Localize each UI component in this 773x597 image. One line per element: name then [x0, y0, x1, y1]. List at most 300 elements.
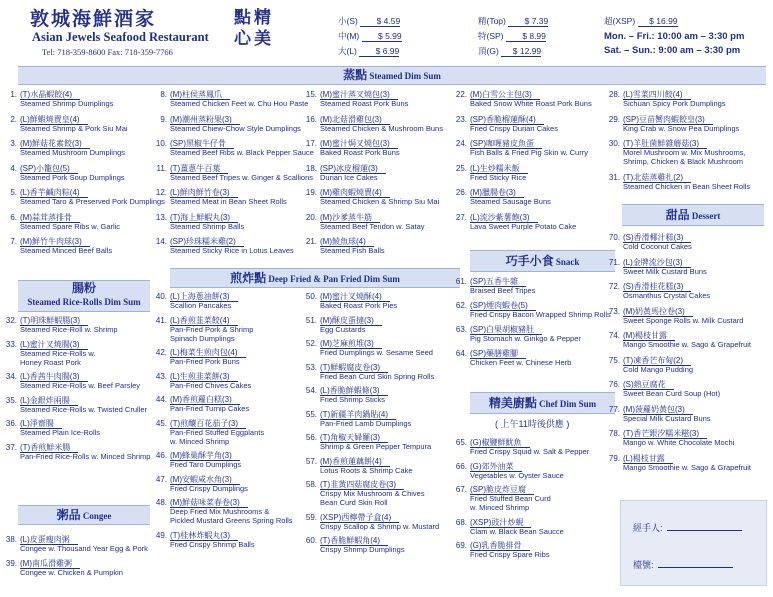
menu-item — [150, 419, 264, 446]
price-value: $ 6.99 — [359, 46, 399, 57]
item-description: Fried Crispy Bacon Wrapped Shrimp Rolls — [470, 310, 611, 319]
item-name: (T)明珠鮮蝦腸(3) — [20, 316, 88, 326]
item-number: 41. — [155, 315, 167, 325]
item-number: 36. — [5, 419, 17, 428]
menu-item — [450, 518, 564, 536]
menu-item — [0, 164, 125, 182]
item-number: 60. — [305, 536, 317, 545]
item-name: (M)雞肉蝦燒賣(4) — [320, 188, 390, 198]
section-title-cn: 蒸點 — [343, 68, 368, 82]
menu-item — [300, 457, 413, 475]
item-description: Scallion Pancakes — [170, 301, 232, 310]
item-number: 55. — [305, 409, 317, 419]
item-name: (T)薑蔥牛百葉 — [170, 164, 228, 174]
item-number: 38. — [5, 535, 17, 544]
item-description: Egg Custards — [320, 324, 366, 334]
item-number: 18. — [305, 163, 317, 173]
price-large — [338, 45, 399, 57]
table-number-label: 檯號: — [633, 560, 654, 570]
menu-item — [0, 139, 125, 157]
item-name: (T)香煎鮮米腸 — [20, 443, 78, 453]
menu-item — [150, 348, 246, 366]
item-description: Steamed Rice-Rolls w. Twisted Cruller — [20, 404, 147, 414]
item-name: (L)流沙紫薯飽(3) — [470, 213, 538, 223]
item-name: (L)上海蔥油餅(3) — [170, 292, 238, 302]
item-description: Steamed Fish Balls — [320, 246, 385, 255]
item-number: 65. — [455, 438, 467, 447]
item-description-line-2: Pickled Mustard Greens Spring Rolls — [170, 516, 293, 525]
menu-item — [300, 363, 434, 381]
item-description: Sweet Sponge Rolls w. Milk Custard — [623, 315, 744, 325]
item-description: Durian Ice Cakes — [320, 172, 378, 182]
item-name: (T)韭黃四菇腐皮卷(3) — [320, 480, 404, 490]
item-description: Steamed Rice-Rolls w. Beef Parsley — [20, 381, 141, 390]
price-top — [478, 15, 548, 27]
item-name: (SP)黑椒牛仔骨 — [170, 139, 234, 149]
section-banner-dessert — [622, 204, 764, 226]
price-value: $ 5.99 — [362, 31, 402, 42]
item-name: (SP)冰皮榴蓮(3) — [320, 164, 386, 174]
item-description: Pan-Fried Stuffed Eggplants — [170, 427, 265, 437]
menu-item — [450, 139, 588, 157]
menu-item — [300, 292, 397, 310]
menu-item — [0, 340, 95, 367]
menu-item — [0, 559, 123, 577]
menu-item — [450, 213, 576, 231]
item-description: Steamed Beef Tripes w. Ginger & Scallions — [170, 172, 313, 182]
menu-item — [0, 443, 150, 461]
item-name: (L)雪菜四川餃(4) — [623, 90, 691, 100]
item-description: Pan-Fried Lamb Dumplings — [320, 418, 412, 428]
price-value: $ 12.99 — [501, 46, 541, 57]
item-number: 11. — [156, 163, 167, 173]
price-value: $ 8.99 — [506, 31, 546, 42]
item-description: Steamed Beef Tendon w. Satay — [320, 221, 425, 231]
menu-item — [603, 380, 720, 398]
menu-item — [450, 115, 558, 133]
item-description: Fried Stuffed Bean Curd — [470, 494, 551, 503]
menu-item — [150, 475, 248, 493]
item-description: Cold Mango Pudding — [623, 364, 694, 374]
server-field[interactable] — [633, 521, 742, 534]
menu-item — [603, 258, 707, 276]
price-label: 特(SP) — [478, 31, 504, 41]
item-description: Baked Roast Pork Pies — [320, 301, 398, 310]
item-description: Steamed Chicken Feet w. Chu Hou Paste — [170, 99, 309, 108]
item-number: 69. — [455, 541, 467, 550]
menu-item — [150, 531, 255, 549]
item-description-line-2: Honey Roast Pork — [20, 357, 81, 367]
item-number: 32. — [5, 316, 17, 325]
section-banner-chef — [470, 392, 615, 414]
item-name: (M)蜜汁焗叉燒包(3) — [320, 139, 398, 149]
item-number: 21. — [305, 237, 317, 246]
item-name: (T)羊肚菌鮮雜蘑菇(3) — [623, 139, 707, 149]
item-description: Fried Dumplings w. Sesame Seed — [320, 348, 433, 357]
price-label: 大(L) — [338, 46, 357, 56]
item-number: 40. — [155, 292, 167, 301]
menu-item — [150, 90, 308, 108]
item-name: (SP)五香牛雜 — [470, 277, 526, 287]
item-name: (M)北菇滑雞包(3) — [320, 115, 390, 125]
item-description: Steamed Sausage Buns — [470, 197, 551, 206]
item-description: Osmanthus Crystal Cakes — [623, 291, 711, 300]
item-description: Vegetables w. Oyster Sauce — [470, 470, 564, 480]
item-description: Steamed Plain Ice-Rolls — [20, 428, 101, 437]
item-description: Shrimp & Green Pepper Tempura — [320, 442, 432, 451]
item-description: Lava Sweet Purple Potato Cake — [470, 221, 577, 231]
item-number: 20. — [305, 212, 317, 222]
section-banner-rice-rolls — [18, 280, 150, 312]
item-number: 9. — [160, 114, 167, 124]
item-name: (S)香滑桂花糕(3) — [623, 282, 691, 292]
item-name: (G)乳香脆排骨 — [470, 541, 530, 551]
item-number: 73. — [608, 306, 620, 316]
item-number: 79. — [608, 453, 620, 463]
section-title-en: Deep Fried & Pan Fried Dim Sum — [268, 274, 400, 284]
item-name: (T)煎釀百花茄子(3) — [170, 419, 246, 429]
menu-item — [150, 395, 249, 413]
item-name: (M)香煎蘿白糕(3) — [170, 395, 240, 405]
item-name: (M)楊枝甘露 — [623, 331, 675, 341]
item-description: Steamed Spare Ribs w. Garlic — [20, 221, 121, 231]
item-number: 43. — [155, 371, 167, 381]
menu-item — [450, 438, 589, 456]
item-number: 74. — [608, 331, 620, 340]
item-number: 37. — [5, 442, 17, 452]
section-banner-snack — [470, 250, 615, 272]
item-number: 35. — [5, 395, 17, 405]
item-number: 28. — [608, 90, 620, 99]
menu-item — [603, 307, 743, 325]
item-name: (SP)白果胡椒豬肚 — [470, 325, 542, 335]
item-description: Steamed Taro & Preserved Pork Dumplings — [20, 197, 165, 206]
item-number: 7. — [10, 237, 17, 246]
item-number: 46. — [155, 451, 167, 460]
menu-item — [150, 292, 238, 310]
item-description: Steamed Chicken & Mushroom Buns — [320, 123, 443, 133]
item-name: (M)蜜汁蒸叉燒包(3) — [320, 90, 398, 100]
item-number: 27. — [455, 212, 467, 222]
item-number: 70. — [608, 233, 620, 242]
menu-item — [450, 301, 611, 319]
item-description: Deep Fried Mix Mushrooms & — [170, 507, 270, 516]
item-description: Crispy Scallop & Shrimp w. Mustard — [320, 521, 440, 531]
item-name: (M)鮮菇花素餃(3) — [20, 139, 90, 149]
menu-item — [0, 90, 113, 108]
item-name: (M)蜂巢酥芋角(3) — [170, 451, 240, 461]
item-name: (M)蜜汁叉燒酥(4) — [320, 292, 390, 302]
menu-item — [300, 386, 388, 404]
restaurant-name-cn: 敦城海鮮酒家 — [30, 8, 157, 30]
section-title-cn: 煎炸點 — [230, 271, 267, 285]
menu-item — [150, 139, 314, 157]
menu-item — [300, 480, 425, 507]
item-number: 71. — [608, 257, 620, 267]
menu-item — [450, 462, 564, 480]
item-name: (T)桂林炸蝦丸(3) — [170, 531, 238, 541]
server-label: 經手人: — [633, 523, 663, 533]
item-description: Steamed Chicken in Bean Sheet Rolls — [623, 181, 751, 191]
item-description: Pan-Fried Chives Cakes — [170, 380, 252, 390]
menu-item — [300, 536, 405, 554]
menu-item — [300, 188, 439, 206]
menu-item — [150, 316, 253, 343]
item-description: Steamed Shrimp & Pork Siu Mai — [20, 123, 128, 133]
item-number: 5. — [10, 188, 17, 197]
item-name: (M)白雪公主包(3) — [470, 90, 540, 100]
item-number: 44. — [155, 395, 167, 404]
item-name: (L)鮮蝦燒賣皇(4) — [20, 115, 88, 125]
section-banner-steamed — [18, 66, 766, 85]
item-description: Fish Balls & Fried Pig Skin w. Curry — [470, 148, 588, 157]
item-number: 56. — [305, 433, 317, 442]
menu-item — [150, 164, 313, 182]
table-number-line[interactable] — [658, 567, 733, 568]
item-description: Steamed Sticky Rice in Lotus Leaves — [170, 246, 294, 255]
item-name: (SP)小籠包(5) — [20, 164, 78, 174]
item-description: Baked Snow White Roast Pork Buns — [470, 99, 592, 108]
menu-item — [300, 339, 433, 357]
item-number: 1. — [10, 90, 17, 99]
item-description: Congee w. Chicken & Pumpkin — [20, 568, 123, 577]
price-label: 精(Top) — [478, 16, 506, 26]
item-number: 16. — [305, 114, 317, 124]
item-description: Cold Coconut Cakes — [623, 242, 692, 251]
price-label: 頂(G) — [478, 46, 499, 56]
menu-item — [150, 188, 287, 206]
restaurant-name-en: Asian Jewels Seafood Restaurant — [32, 30, 209, 44]
item-description: Morel Mushroom w. Mix Mushrooms, — [623, 148, 746, 157]
hours-weekend: Sat. – Sun.: 9:00 am – 3:30 pm — [604, 45, 741, 56]
chef-availability-note: ( 上午11時後供應 ) — [495, 419, 570, 429]
item-description: Fried Crispy Spare Ribs — [470, 550, 550, 559]
item-number: 2. — [10, 114, 17, 124]
section-title-en: Congee — [82, 511, 112, 521]
item-description-line-2: Bean Curd Skin Roll — [320, 498, 388, 507]
item-name: (L)鮮肉鮮竹卷(3) — [170, 188, 238, 198]
item-description: Pan-Fried Pork & Shrimp — [170, 324, 254, 334]
section-banner-fried — [170, 268, 460, 288]
item-number: 68. — [455, 517, 467, 527]
item-number: 67. — [455, 485, 467, 494]
item-description: Baked Roast Pork Buns — [320, 148, 400, 157]
item-description: Fried Taro Dumplings — [170, 460, 242, 469]
menu-item — [0, 115, 128, 133]
item-name: (S)熱豆腐花 — [623, 380, 674, 390]
item-number: 53. — [305, 362, 317, 372]
menu-item — [150, 115, 301, 133]
item-number: 64. — [455, 349, 467, 358]
item-name: (G)郊外油菜 — [470, 462, 522, 472]
item-description: Crispy Mix Mushroom & Chives — [320, 489, 425, 498]
item-description: Steamed Rice-Rolls w. — [20, 348, 96, 358]
menu-item — [300, 513, 439, 531]
item-name: (M)奶黃馬拉卷(3) — [623, 307, 693, 317]
menu-item — [603, 331, 751, 349]
item-number: 57. — [305, 456, 317, 466]
item-description: Chicken Feet w. Chinese Herb — [470, 358, 572, 367]
item-name: (SP)咖喱豬皮魚蛋 — [470, 139, 542, 149]
item-name: (XSP)西檸帶子盒(4) — [320, 513, 399, 523]
logo-text — [234, 8, 274, 50]
menu-item — [603, 405, 711, 423]
item-description: Clam w. Black Bean Saucce — [470, 526, 564, 536]
item-number: 34. — [5, 372, 17, 381]
server-line[interactable] — [667, 530, 742, 531]
item-number: 78. — [608, 429, 620, 438]
item-number: 49. — [155, 530, 167, 540]
item-number: 12. — [155, 188, 167, 197]
item-number: 51. — [305, 315, 317, 325]
item-name: (M)香煎蓮藕餅(4) — [320, 457, 390, 467]
hours-weekday: Mon. – Fri.: 10:00 am – 3:30 pm — [604, 31, 745, 42]
item-name: (XSP)豉汁炒蜆 — [470, 518, 531, 528]
item-description: Fried Crispy Dumplings — [170, 483, 248, 493]
item-number: 33. — [5, 339, 17, 349]
item-name: (L)金銀炸兩腸 — [20, 396, 78, 406]
item-description: Steamed Roast Pork Buns — [320, 99, 409, 108]
item-description: Steamed Mushroom Dumplings — [20, 148, 126, 157]
menu-item — [0, 419, 100, 437]
item-name: (SP)香脆榴蓮酥(4) — [470, 115, 544, 125]
item-number: 13. — [155, 212, 167, 222]
menu-item — [450, 325, 581, 343]
price-label: 中(M) — [338, 31, 360, 41]
item-name: (L)淨齋腸 — [20, 419, 62, 429]
item-name: (S)香滑椰汁糕(3) — [623, 233, 691, 243]
item-name: (M)潮州蒸粉果(3) — [170, 115, 240, 125]
section-title-cn: 精美廚點 — [488, 396, 537, 410]
menu-item — [150, 372, 251, 390]
menu-item — [450, 164, 528, 182]
item-description: King Crab w. Snow Pea Dumplings — [623, 123, 740, 133]
item-number: 77. — [608, 404, 620, 414]
item-number: 72. — [608, 282, 620, 291]
item-name: (M)鮮竹牛肉球(3) — [20, 237, 90, 247]
section-title-en: Snack — [555, 257, 580, 267]
item-name: (SP)煙肉蝦卷(5) — [470, 301, 536, 311]
price-grand — [478, 45, 541, 57]
item-number: 48. — [155, 498, 167, 507]
menu-item — [0, 396, 147, 414]
item-number: 15. — [305, 90, 317, 99]
item-number: 30. — [608, 139, 620, 148]
price-value: $ 7.39 — [508, 16, 548, 27]
menu-item — [0, 188, 165, 206]
item-description: Pan-Fried Turnip Cakes — [170, 404, 250, 413]
price-small — [338, 15, 400, 27]
item-number: 4. — [10, 163, 17, 173]
section-title-cn: 巧手小食 — [505, 254, 554, 268]
menu-item — [0, 213, 120, 231]
item-name: (L)蜜汁叉燒腸(3) — [20, 340, 88, 350]
menu-item — [0, 535, 148, 553]
item-description-line-2: w. Minced Shrimp — [170, 436, 230, 446]
item-name: (G)椒鹽鮮魷魚 — [470, 438, 530, 448]
item-description: Steamed Beef Ribs w. Black Pepper Sauce — [170, 148, 314, 157]
menu-item — [603, 173, 750, 191]
section-title-cn: 粥品 — [56, 508, 81, 522]
item-description: Congee w. Thousand Year Egg & Pork — [20, 544, 148, 553]
item-description-line-2: Spinach Dumplings — [170, 333, 235, 343]
item-number: 23. — [455, 114, 467, 124]
menu-item — [300, 90, 408, 108]
menu-item — [300, 213, 425, 231]
item-number: 3. — [10, 139, 17, 148]
item-name: (M)蒜茸蒸排骨 — [20, 213, 80, 223]
price-special — [478, 30, 546, 42]
table-number-field[interactable] — [633, 558, 733, 571]
item-number: 39. — [5, 559, 17, 568]
menu-item — [450, 188, 551, 206]
menu-item — [603, 233, 692, 251]
logo-line-2: 心美 — [234, 29, 274, 49]
item-number: 17. — [305, 139, 317, 148]
item-description: Crispy Shrimp Dumplings — [320, 545, 405, 554]
price-value: $ 16.99 — [638, 16, 678, 27]
item-name: (L)梅菜生煎肉包(4) — [170, 348, 246, 358]
item-description: Steamed Rice-Roll w. Shrimp — [20, 325, 118, 334]
item-name: (T)新疆羊肉鍋貼(4) — [320, 410, 396, 420]
item-description: Steamed Chiew-Chow Style Dumplings — [170, 123, 301, 133]
item-name: (L)香芋鹹肉粽(4) — [20, 188, 88, 198]
item-name: (M)菠蘿奶黃包(3) — [623, 405, 693, 415]
item-number: 66. — [455, 461, 467, 471]
item-description: Steamed Minced Beef Balls — [20, 246, 113, 255]
menu-item — [603, 356, 693, 374]
item-number: 25. — [455, 163, 467, 173]
item-description: Sichuan Spicy Pork Dumplings — [623, 99, 726, 108]
menu-item — [603, 429, 734, 447]
item-number: 31. — [608, 172, 620, 182]
item-name: (L)香脆鮮蝦條(3) — [320, 386, 388, 396]
item-number: 61. — [455, 277, 467, 286]
item-number: 14. — [155, 237, 167, 246]
price-label: 超(XSP) — [604, 16, 636, 26]
item-number: 59. — [305, 512, 317, 522]
menu-item — [450, 90, 592, 108]
item-name: (T)香芒銀汐糯米糍(3) — [623, 429, 707, 439]
item-description-line-2: w. Minced Shrimp — [470, 503, 530, 512]
menu-item — [300, 237, 385, 255]
item-name: (T)凍香芒布甸(2) — [623, 356, 691, 366]
item-name: (M)柱侯蒸鳳爪 — [170, 90, 230, 100]
menu-item — [150, 451, 241, 469]
item-number: 29. — [608, 114, 620, 124]
item-description: Mango w. White Chocolate Mochi — [623, 438, 735, 447]
item-description: Pan-Fried Rice-Rolls w. Minced Shrimp — [20, 451, 151, 461]
item-description: Pan-Fried Pork Buns — [170, 357, 240, 366]
item-name: (L)皮蛋瘦肉粥 — [20, 535, 78, 545]
contact-info: Tel: 718-359-8600 Fax: 718-359-7766 — [42, 47, 173, 57]
item-number: 62. — [455, 301, 467, 310]
price-value: $ 4.59 — [360, 16, 400, 27]
section-title-en: Dessert — [691, 211, 721, 221]
price-medium — [338, 30, 402, 42]
menu-item — [300, 164, 386, 182]
item-number: 8. — [160, 90, 167, 99]
menu-item — [603, 115, 739, 133]
menu-item — [150, 237, 294, 255]
item-name: (M)鮮菇味菜春卷(3) — [170, 498, 248, 508]
logo-line-1: 點精 — [234, 8, 274, 28]
item-name: (L)香煎韮菜餃(4) — [170, 316, 238, 326]
item-description: Steamed Meat in Bean Sheet Rolls — [170, 197, 287, 206]
item-name: (T)角椒天婦羅(3) — [320, 433, 388, 443]
item-number: 45. — [155, 418, 167, 428]
item-description: Fried Crispy Squid w. Salt & Pepper — [470, 447, 590, 456]
